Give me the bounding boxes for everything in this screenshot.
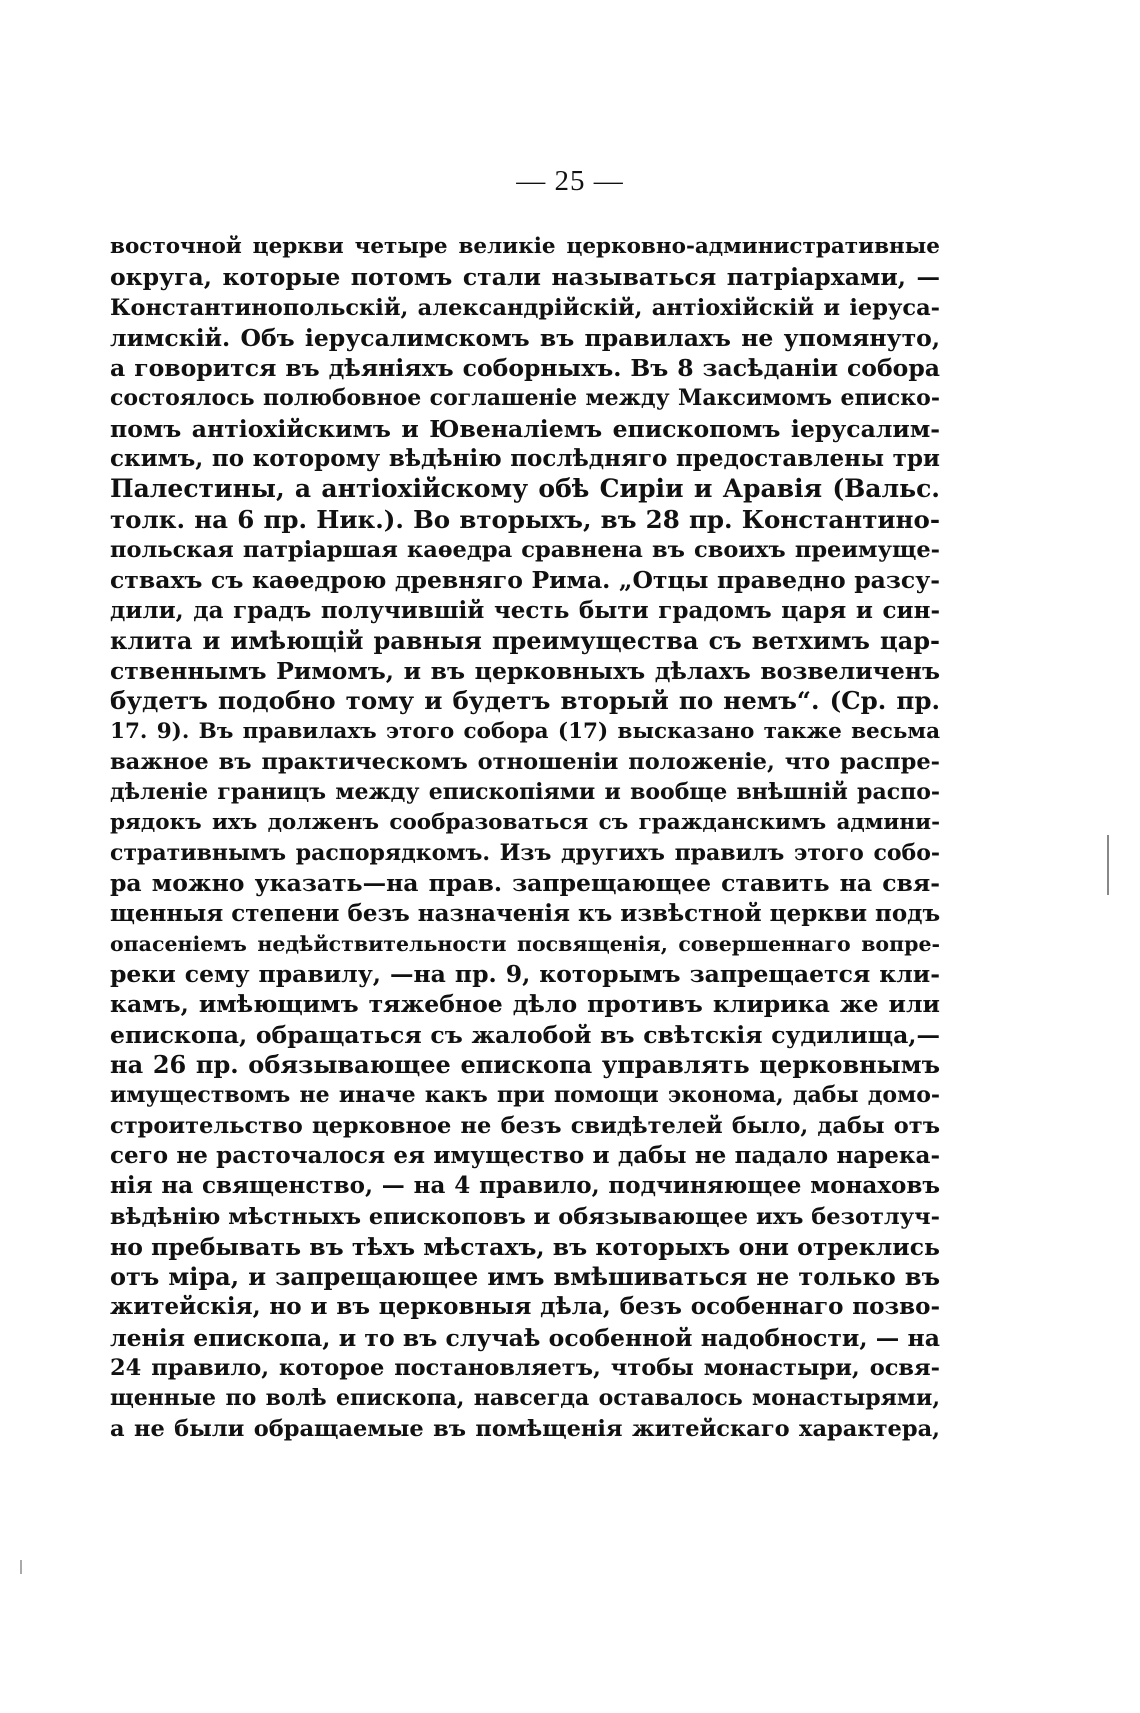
text-line: камъ, имѣющимъ тяжебное дѣло противъ клирика же или <box>110 990 940 1019</box>
page-number: — 25 — <box>516 165 624 197</box>
text-line: восточной церкви четыре великіе церковно-административные <box>110 234 940 259</box>
text-line: но пребывать въ тѣхъ мѣстахъ, въ которыхъ они отреклись <box>110 1232 940 1261</box>
text-line: а говорится въ дѣяніяхъ соборныхъ. Въ 8 засѣданіи собора <box>110 354 940 383</box>
text-line: рядокъ ихъ долженъ сообразоваться съ гражданскимъ админи- <box>110 809 940 835</box>
text-line: житейскія, но и въ церковныя дѣла, безъ особеннаго позво- <box>110 1293 940 1321</box>
text-line: дили, да градъ получившій честь быти градомъ царя и син- <box>110 596 940 624</box>
text-line: 17. 9). Въ правилахъ этого собора (17) высказано также весьма <box>110 718 940 744</box>
text-line: польская патріаршая каѳедра сравнена въ своихъ преимуще- <box>110 536 940 563</box>
text-line: отъ міра, и запрещающее имъ вмѣшиваться не только въ <box>110 1262 940 1292</box>
text-line: скимъ, по которому вѣдѣнію послѣдняго предоставлены три <box>110 445 940 473</box>
text-line: дѣленіе границъ между епископіями и вообще внѣшній распо- <box>110 779 940 806</box>
scan-margin-mark <box>20 1560 22 1574</box>
text-line: состоялось полюбовное соглашеніе между Максимомъ еписко- <box>110 385 940 412</box>
text-line: важное въ практическомъ отношеніи положеніе, что распре- <box>110 749 940 776</box>
text-line: епископа, обращаться съ жалобой въ свѣтскія судилища,— <box>110 1020 940 1049</box>
text-line: помъ антіохійскимъ и Ювеналіемъ епископомъ іерусалим- <box>110 414 940 443</box>
text-line: стративнымъ распорядкомъ. Изъ другихъ правилъ этого собо- <box>110 839 940 866</box>
text-line: округа, которые потомъ стали называться патріархами, — <box>110 263 940 292</box>
text-line: ствахъ съ каѳедрою древняго Рима. „Отцы праведно разсу- <box>110 566 940 595</box>
text-line: щенные по волѣ епископа, навсегда оставалось монастырями, <box>110 1385 940 1412</box>
text-line: строительство церковное не безъ свидѣтелей было, дабы отъ <box>110 1112 940 1139</box>
text-line: на 26 пр. обязывающее епископа управлять церковнымъ <box>110 1050 940 1080</box>
text-line: будетъ подобно тому и будетъ вторый по немъ“. (Ср. пр. <box>110 686 940 716</box>
text-line: Константинопольскій, александрійскій, антіохійскій и іеруса- <box>110 294 940 321</box>
text-line: нія на священство, — на 4 правило, подчиняющее монаховъ <box>110 1172 940 1200</box>
text-line: клита и имѣющій равныя преимущества съ ветхимъ цар- <box>110 625 940 655</box>
text-line: щенныя степени безъ назначенія къ извѣстной церкви подъ <box>110 899 941 927</box>
scan-margin-mark <box>1107 835 1109 895</box>
text-line: Палестины, а антіохійскому обѣ Сиріи и Аравія (Вальс. <box>110 474 940 504</box>
text-line: реки сему правилу, —на пр. 9, которымъ запрещается кли- <box>110 960 940 989</box>
text-line: 24 правило, которое постановляетъ, чтобы монастыри, освя- <box>110 1354 940 1381</box>
body-text <box>110 232 940 1444</box>
text-line: имуществомъ не иначе какъ при помощи эконома, дабы домо- <box>110 1082 940 1109</box>
text-line: опасеніемъ недѣйствительности посвященія, совершеннаго вопре- <box>110 931 940 956</box>
text-line: лимскій. Объ іерусалимскомъ въ правилахъ не упомянуто, <box>110 323 940 352</box>
text-line: толк. на 6 пр. Ник.). Во вторыхъ, въ 28 пр. Константино- <box>110 504 940 534</box>
text-line: сего не расточалося ея имущество и дабы не падало нарека- <box>110 1141 940 1169</box>
text-line: ственнымъ Римомъ, и въ церковныхъ дѣлахъ возвеличенъ <box>110 657 940 686</box>
text-line: а не были обращаемые въ помѣщенія житейскаго характера, <box>110 1415 940 1442</box>
text-line: ра можно указать—на прав. запрещающее ставить на свя- <box>110 869 940 898</box>
text-line: вѣдѣнію мѣстныхъ епископовъ и обязывающее ихъ безотлуч- <box>110 1203 940 1230</box>
text-line: ленія епископа, и то въ случаѣ особенной надобности, — на <box>110 1323 940 1352</box>
